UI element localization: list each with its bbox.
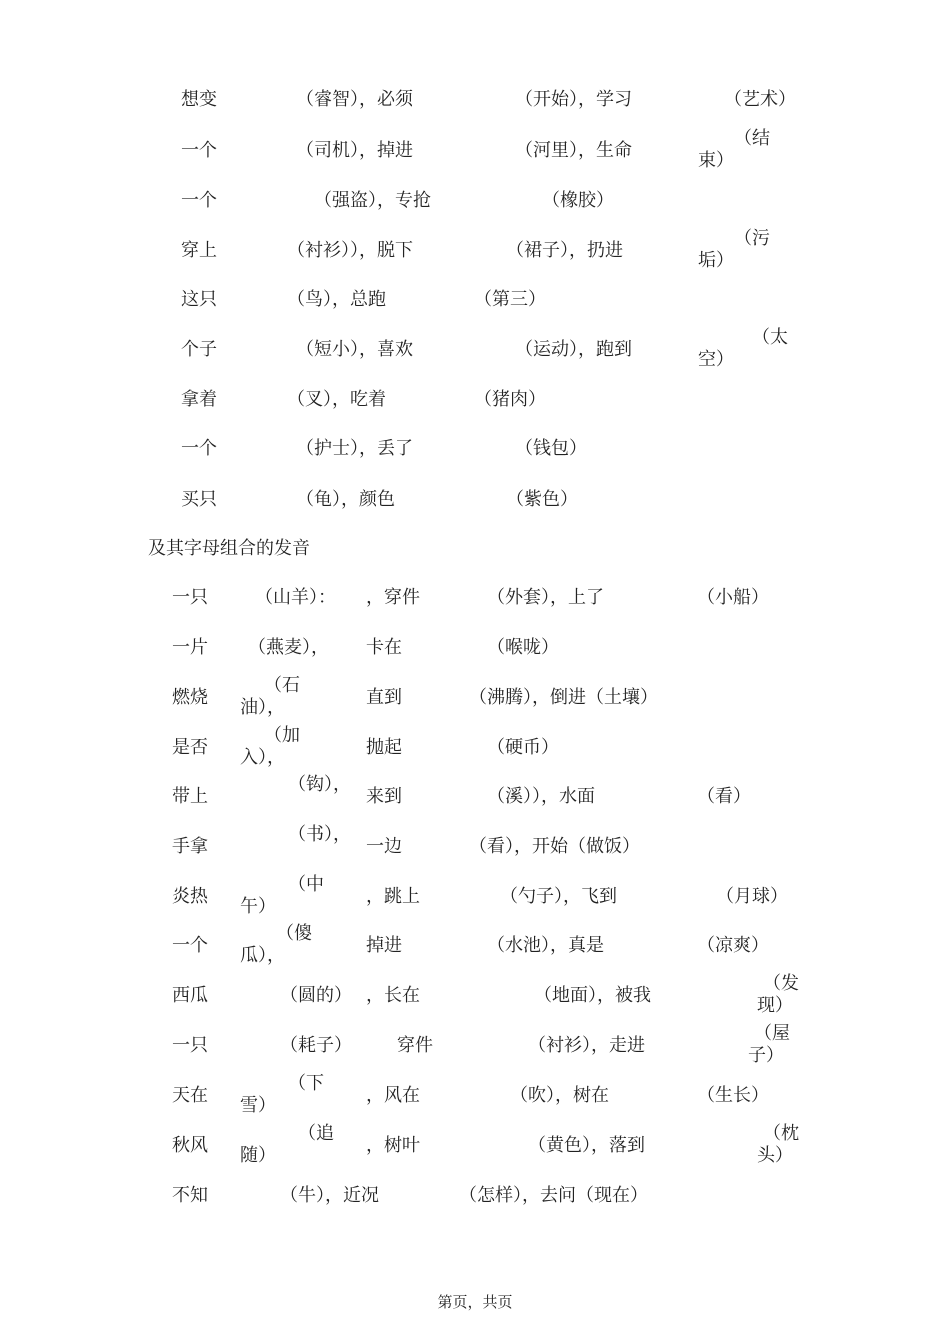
section-heading: 及其字母组合的发音 (148, 538, 310, 559)
cell: （看） (697, 786, 751, 807)
cell: （凉爽） (697, 935, 769, 956)
cell: 是否 (172, 737, 208, 758)
cell: ，树叶 (366, 1135, 420, 1156)
cell: （硬币） (487, 737, 559, 758)
cell: 穿件 (397, 1035, 433, 1056)
cell: （小船） (697, 587, 769, 608)
cell: （中午） (240, 874, 324, 917)
cell: （燕麦）， (248, 637, 329, 658)
cell: 直到 (366, 687, 402, 708)
cell: ，长在 (366, 985, 420, 1006)
cell: 一个 (181, 140, 217, 161)
cell: （书）， (288, 824, 351, 845)
cell: （结束） (698, 128, 770, 171)
cell: （司机），掉进 (296, 140, 413, 161)
cell: 秋风 (172, 1135, 208, 1156)
cell: 一片 (172, 637, 208, 658)
cell: （屋子） (748, 1023, 790, 1066)
cell: （圆的） (280, 985, 352, 1006)
cell: （牛），近况 (280, 1185, 379, 1206)
cell: （鸟），总跑 (287, 289, 386, 310)
cell: （衬衫）），脱下 (287, 240, 413, 261)
cell: （强盗），专抢 (314, 190, 431, 211)
cell: （紫色） (506, 489, 578, 510)
cell: （运动），跑到 (515, 339, 632, 360)
cell: （追随） (240, 1123, 334, 1166)
cell: （裙子），扔进 (506, 240, 623, 261)
cell: （钱包） (515, 438, 587, 459)
cell: （太空） (698, 327, 788, 370)
cell: ，跳上 (366, 886, 420, 907)
cell: （猪肉） (474, 389, 546, 410)
cell: （傻瓜）， (240, 923, 312, 966)
cell: （沸腾），倒进（土壤） (469, 687, 658, 708)
cell: （睿智），必须 (296, 89, 413, 110)
cell: 炎热 (172, 886, 208, 907)
cell: 抛起 (366, 737, 402, 758)
cell: （溪）），水面 (487, 786, 595, 807)
cell: 一只 (172, 1035, 208, 1056)
cell: （橡胶） (542, 190, 614, 211)
cell: 拿着 (181, 389, 217, 410)
cell: 一只 (172, 587, 208, 608)
cell: （吹），树在 (510, 1085, 609, 1106)
cell: 穿上 (181, 240, 217, 261)
cell: 掉进 (366, 935, 402, 956)
cell: （护士），丢了 (296, 438, 413, 459)
cell: 一个 (181, 190, 217, 211)
cell: （水池），真是 (487, 935, 604, 956)
cell: 来到 (366, 786, 402, 807)
page-footer: 第页，共页 (437, 1293, 513, 1311)
cell: （怎样），去问（现在） (459, 1185, 648, 1206)
cell: （黄色），落到 (528, 1135, 645, 1156)
cell: 燃烧 (172, 687, 208, 708)
cell: （枕头） (757, 1123, 799, 1166)
cell: （外套），上了 (487, 587, 604, 608)
cell: （河里），生命 (515, 140, 632, 161)
cell: 买只 (181, 489, 217, 510)
cell: 个子 (181, 339, 217, 360)
cell: （发现） (757, 973, 799, 1016)
cell: 一边 (366, 836, 402, 857)
cell: （艺术） (724, 89, 796, 110)
cell: 这只 (181, 289, 217, 310)
cell: 卡在 (366, 637, 402, 658)
cell: （生长） (697, 1085, 769, 1106)
cell: （衬衫），走进 (528, 1035, 645, 1056)
cell: （勺子），飞到 (500, 886, 617, 907)
cell: 一个 (181, 438, 217, 459)
cell: （下雪） (240, 1073, 324, 1116)
cell: 带上 (172, 786, 208, 807)
cell: 想变 (181, 89, 217, 110)
cell: （开始），学习 (515, 89, 632, 110)
cell: （地面），被我 (534, 985, 651, 1006)
cell: 手拿 (172, 836, 208, 857)
cell: （山羊）： (255, 587, 336, 608)
cell: （钩）， (288, 774, 351, 795)
cell: （石油）， (240, 675, 300, 718)
cell: （喉咙） (487, 637, 559, 658)
cell: （月球） (716, 886, 788, 907)
cell: （看），开始（做饭） (469, 836, 640, 857)
cell: （短小），喜欢 (296, 339, 413, 360)
cell: （龟），颜色 (296, 489, 395, 510)
cell: 一个 (172, 935, 208, 956)
cell: 不知 (172, 1185, 208, 1206)
cell: （加入）， (240, 725, 300, 768)
cell: 西瓜 (172, 985, 208, 1006)
cell: （耗子） (280, 1035, 352, 1056)
cell: （污垢） (698, 228, 770, 271)
cell: ，风在 (366, 1085, 420, 1106)
cell: ，穿件 (366, 587, 420, 608)
cell: （第三） (474, 289, 546, 310)
cell: （叉），吃着 (287, 389, 386, 410)
cell: 天在 (172, 1085, 208, 1106)
